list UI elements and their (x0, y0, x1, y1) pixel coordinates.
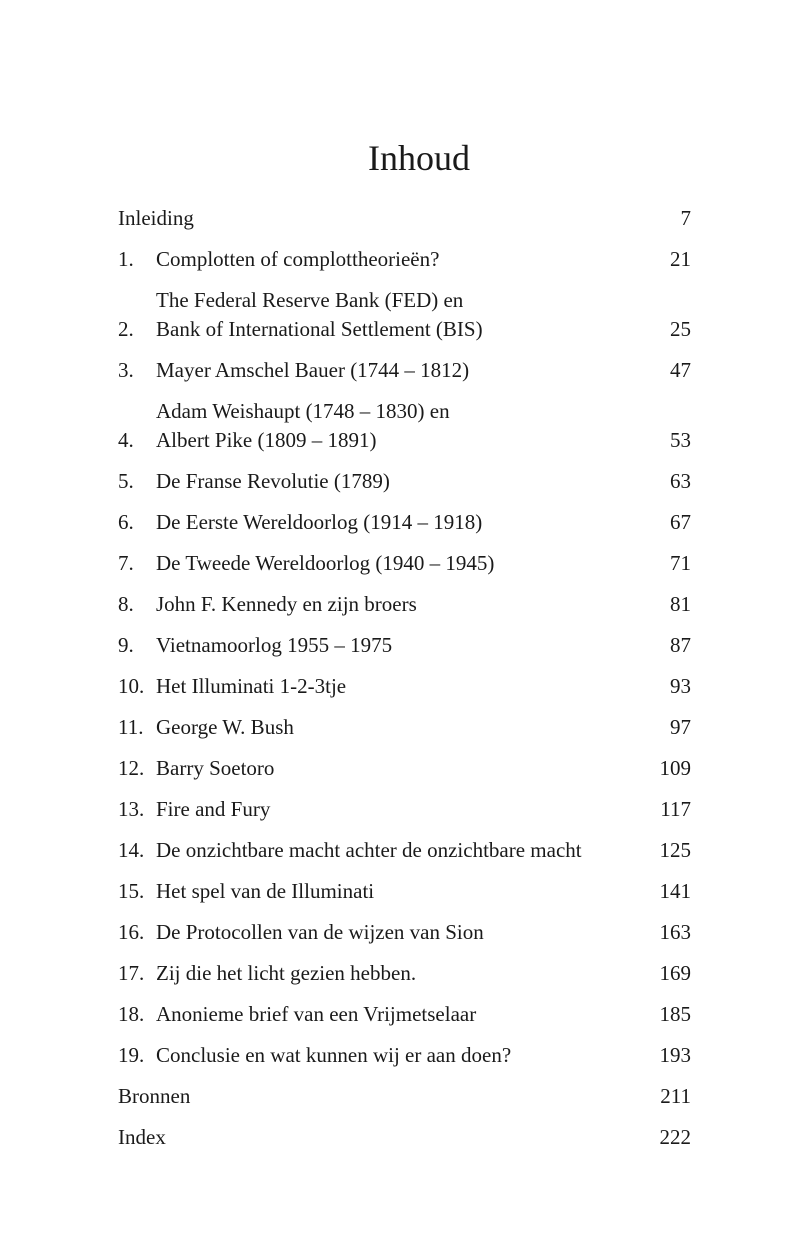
toc-entry (118, 549, 691, 578)
toc-entry-number: 8. (118, 592, 134, 616)
table-of-contents (118, 204, 691, 1164)
toc-entry (118, 918, 691, 947)
toc-entry-title (156, 397, 660, 455)
toc-entry-title (156, 959, 650, 988)
toc-entry (118, 245, 691, 274)
toc-entry (118, 754, 691, 783)
toc-entry-page: 87 (670, 633, 691, 657)
toc-entry-page: 141 (659, 879, 691, 903)
toc-entry-title-line: Het spel van de Illuminati (156, 879, 375, 903)
toc-entry (118, 1041, 691, 1070)
toc-entry-page: 211 (660, 1084, 691, 1108)
toc-entry-page: 185 (659, 1002, 691, 1026)
toc-entry-title-line: The Federal Reserve Bank (FED) en (156, 288, 464, 312)
toc-entry-page: 63 (670, 469, 691, 493)
toc-entry-page: 125 (659, 838, 691, 862)
toc-entry-title (156, 286, 660, 344)
toc-entry-title-line: Adam Weishaupt (1748 – 1830) en (156, 399, 450, 423)
toc-entry-page: 117 (660, 797, 691, 821)
toc-entry (118, 1123, 691, 1152)
toc-entry-title (156, 836, 650, 865)
toc-entry (118, 631, 691, 660)
toc-entry-number: 9. (118, 633, 134, 657)
toc-entry (118, 713, 691, 742)
toc-entry (118, 467, 691, 496)
toc-entry-title-line: George W. Bush (156, 715, 294, 739)
toc-entry-title (156, 1000, 650, 1029)
toc-entry-number: 6. (118, 510, 134, 534)
toc-entry-title-line: John F. Kennedy en zijn broers (156, 592, 417, 616)
toc-entry-page: 93 (670, 674, 691, 698)
toc-entry (118, 795, 691, 824)
toc-entry-title (156, 795, 650, 824)
toc-entry-number: 4. (118, 428, 134, 452)
toc-entry-title-line: Index (118, 1125, 166, 1149)
toc-entry-number: 1. (118, 247, 134, 271)
toc-entry-page: 67 (670, 510, 691, 534)
toc-entry-page: 53 (670, 428, 691, 452)
toc-entry (118, 356, 691, 385)
toc-entry-title (156, 713, 660, 742)
toc-entry-page: 47 (670, 358, 691, 382)
toc-entry-page: 163 (659, 920, 691, 944)
toc-entry (118, 1082, 691, 1111)
toc-entry-number: 14. (118, 838, 145, 862)
toc-entry-title-line: Zij die het licht gezien hebben. (156, 961, 417, 985)
toc-entry-title (156, 754, 650, 783)
toc-entry-title-line: De onzichtbare macht achter de onzichtbare macht (156, 838, 582, 862)
toc-entry (118, 204, 691, 233)
toc-entry-title-line: Fire and Fury (156, 797, 271, 821)
toc-entry-number: 18. (118, 1002, 145, 1026)
toc-entry (118, 590, 691, 619)
toc-entry-title (156, 467, 660, 496)
toc-entry-page: 97 (670, 715, 691, 739)
toc-entry (118, 959, 691, 988)
toc-entry-number: 7. (118, 551, 134, 575)
toc-entry (118, 286, 691, 344)
toc-entry-page: 71 (670, 551, 691, 575)
toc-entry-title-line: Anonieme brief van een Vrijmetselaar (156, 1002, 477, 1026)
toc-entry (118, 672, 691, 701)
toc-entry (118, 1000, 691, 1029)
toc-entry-number: 16. (118, 920, 145, 944)
toc-entry-title-line: Complotten of complottheorieën? (156, 247, 440, 271)
toc-entry-number: 3. (118, 358, 134, 382)
toc-entry-title-line: De Franse Revolutie (1789) (156, 469, 390, 493)
toc-entry-title (118, 1082, 650, 1111)
toc-entry-title-line: Inleiding (118, 206, 194, 230)
toc-entry-title-line: Bank of International Settlement (BIS) (156, 317, 483, 341)
toc-entry-title-line: Barry Soetoro (156, 756, 275, 780)
toc-entry (118, 836, 691, 865)
toc-entry-title-line: Mayer Amschel Bauer (1744 – 1812) (156, 358, 470, 382)
toc-entry-title (156, 245, 660, 274)
toc-entry-number: 15. (118, 879, 145, 903)
toc-entry-number: 2. (118, 317, 134, 341)
toc-entry-page: 109 (659, 756, 691, 780)
toc-entry-page: 21 (670, 247, 691, 271)
toc-entry-number: 12. (118, 756, 145, 780)
toc-entry-page: 222 (659, 1125, 691, 1149)
toc-entry (118, 397, 691, 455)
toc-entry-title (118, 204, 671, 233)
toc-entry-number: 13. (118, 797, 145, 821)
toc-entry-page: 81 (670, 592, 691, 616)
toc-entry-page: 25 (670, 317, 691, 341)
toc-entry-number: 19. (118, 1043, 145, 1067)
toc-entry-title-line: Conclusie en wat kunnen wij er aan doen? (156, 1043, 512, 1067)
toc-entry-title (156, 356, 660, 385)
toc-entry-title (118, 1123, 650, 1152)
toc-entry-title-line: Vietnamoorlog 1955 – 1975 (156, 633, 393, 657)
toc-entry-title-line: Het Illuminati 1-2-3tje (156, 674, 347, 698)
toc-entry-title-line: De Tweede Wereldoorlog (1940 – 1945) (156, 551, 495, 575)
toc-entry-title-line: De Protocollen van de wijzen van Sion (156, 920, 484, 944)
toc-entry-title (156, 549, 660, 578)
toc-entry (118, 508, 691, 537)
toc-entry-number: 10. (118, 674, 145, 698)
toc-entry-title-line: De Eerste Wereldoorlog (1914 – 1918) (156, 510, 483, 534)
toc-entry-title (156, 508, 660, 537)
toc-entry-page: 169 (659, 961, 691, 985)
toc-entry-title (156, 877, 650, 906)
toc-entry (118, 877, 691, 906)
toc-entry-title (156, 918, 650, 947)
toc-entry-title (156, 672, 660, 701)
toc-entry-page: 7 (680, 206, 691, 230)
toc-entry-title (156, 631, 660, 660)
toc-entry-title-line: Albert Pike (1809 – 1891) (156, 428, 377, 452)
toc-entry-page: 193 (659, 1043, 691, 1067)
toc-entry-title (156, 1041, 650, 1070)
toc-entry-number: 11. (118, 715, 144, 739)
toc-entry-number: 17. (118, 961, 145, 985)
toc-entry-title-line: Bronnen (118, 1084, 191, 1108)
toc-entry-number: 5. (118, 469, 134, 493)
page-title: Inhoud (368, 138, 470, 178)
toc-entry-title (156, 590, 660, 619)
